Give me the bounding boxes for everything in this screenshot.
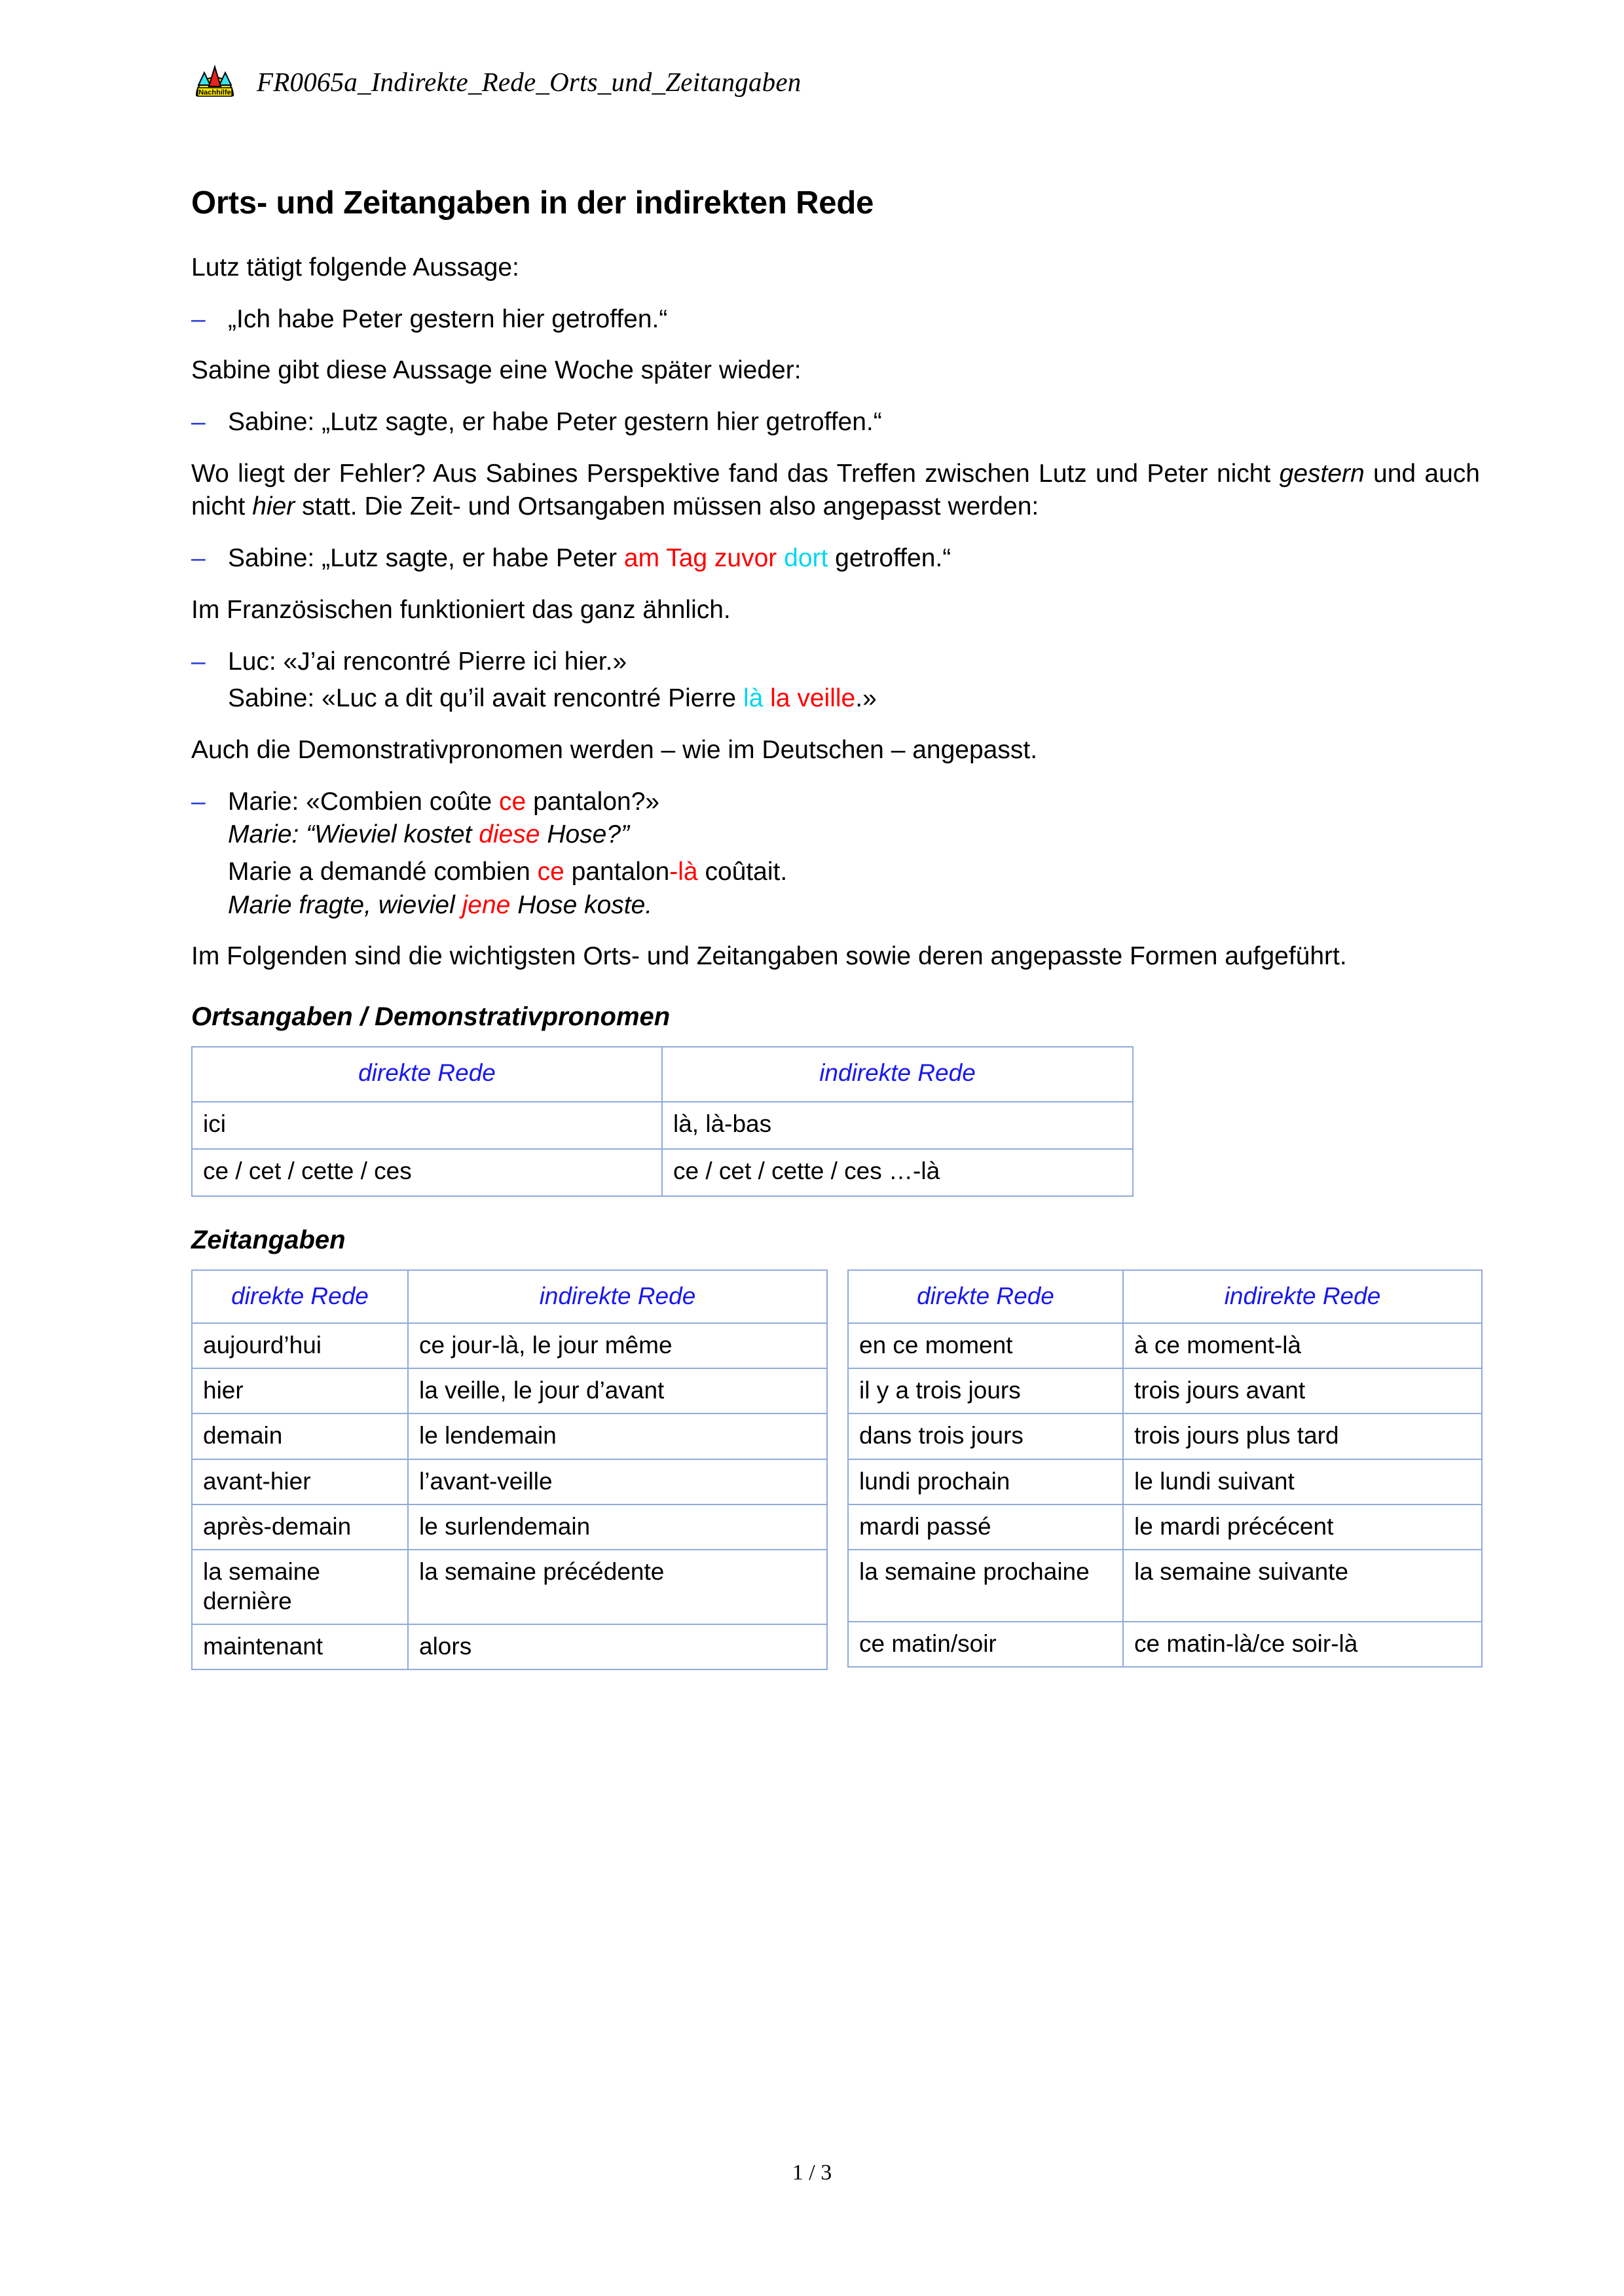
column-header-direkte-rede: direkte Rede (192, 1270, 408, 1323)
cell-indirekte: ce / cet / cette / ces …-là (662, 1149, 1133, 1196)
table-row (848, 1368, 1482, 1413)
table-row (192, 1102, 1133, 1149)
cell-indirekte: là, là-bas (662, 1102, 1133, 1149)
quote-bullet-sabine-wrong (191, 406, 1480, 439)
cell-indirekte: ce matin-là/ce soir-là (1123, 1622, 1482, 1667)
french-sabine-time: la veille (770, 684, 856, 713)
french-sabine-place: là (743, 684, 764, 713)
cell-direkte: en ce moment (848, 1323, 1123, 1368)
demonstrative-line-2 (228, 818, 1480, 852)
demo-line2-pronoun: diese (479, 820, 540, 849)
section-heading-ortsangaben: Ortsangaben / Demonstrativpronomen (191, 1002, 671, 1031)
french-example-texts (228, 646, 1480, 716)
cell-direkte: hier (192, 1368, 408, 1413)
document-header (191, 63, 801, 101)
cell-indirekte: la semaine précédente (408, 1550, 827, 1624)
demo-line3-prefix: Marie a demandé combien (228, 857, 538, 886)
table-zeitangaben-right (847, 1269, 1483, 1667)
cell-direkte: ce / cet / cette / ces (192, 1149, 662, 1196)
cell-direkte: avant-hier (192, 1459, 408, 1504)
table-header-row (192, 1047, 1133, 1102)
cell-direkte: lundi prochain (848, 1459, 1123, 1504)
cell-direkte: dans trois jours (848, 1413, 1123, 1459)
french-sabine-suffix: .» (855, 684, 877, 713)
cell-direkte: aujourd’hui (192, 1323, 408, 1368)
french-quote-luc: Luc: «J’ai rencontré Pierre ici hier.» (228, 647, 627, 676)
cell-indirekte: la veille, le jour d’avant (408, 1368, 827, 1413)
demonstrative-line-3 (228, 856, 1480, 889)
demo-line3-mid: pantalon (564, 857, 670, 886)
bullet-dash-icon: – (191, 787, 206, 816)
table-row (848, 1504, 1482, 1550)
table-row (192, 1368, 827, 1413)
demo-line1-suffix: pantalon?» (526, 787, 660, 816)
cell-indirekte: trois jours plus tard (1123, 1413, 1482, 1459)
cell-direkte: maintenant (192, 1624, 408, 1669)
column-header-direkte-rede: direkte Rede (848, 1270, 1123, 1323)
cell-direkte: ce matin/soir (848, 1622, 1123, 1667)
bullet-dash-icon: – (191, 304, 206, 333)
cell-indirekte: la semaine suivante (1123, 1550, 1482, 1622)
table-row (848, 1459, 1482, 1504)
demonstrative-line-1 (228, 786, 1480, 819)
column-header-indirekte-rede: indirekte Rede (1123, 1270, 1482, 1323)
demo-line4-prefix: Marie fragte, wieviel (228, 890, 462, 919)
space-separator (777, 544, 784, 572)
demo-line4-pronoun: jene (462, 890, 511, 919)
quote-text-lutz: „Ich habe Peter gestern hier getroffen.“ (228, 304, 668, 333)
cell-direkte: après-demain (192, 1504, 408, 1550)
explanation-part1: Wo liegt der Fehler? Aus Sabines Perspektive fand das Treffen zwischen Lutz und Peter nicht (191, 459, 1280, 488)
table-header-row (848, 1270, 1482, 1323)
demo-line2-prefix: Marie: “Wieviel kostet (228, 820, 479, 849)
demo-line1-pronoun: ce (499, 787, 526, 816)
corrected-suffix: getroffen.“ (828, 544, 951, 573)
section-heading-zeitangaben: Zeitangaben (191, 1226, 346, 1254)
table-row (192, 1624, 827, 1669)
table-row (192, 1459, 827, 1504)
explanation-paragraph (191, 458, 1480, 524)
corrected-time-phrase: am Tag zuvor (623, 544, 777, 573)
table-row (848, 1413, 1482, 1459)
demonstrative-lead-paragraph: Auch die Demonstrativpronomen werden – wie im Deutschen – angepasst. (191, 735, 1038, 764)
intro-paragraph-2: Sabine gibt diese Aussage eine Woche später wieder: (191, 356, 802, 385)
french-sabine-prefix: Sabine: «Luc a dit qu’il avait rencontré Pierre (228, 684, 743, 713)
emphasis-hier: hier (252, 492, 295, 521)
demonstrative-example-texts (228, 786, 1480, 922)
quote-text-sabine-wrong: Sabine: „Lutz sagte, er habe Peter gestern hier getroffen.“ (228, 408, 882, 437)
cell-indirekte: l’avant-veille (408, 1459, 827, 1504)
demo-line1-prefix: Marie: «Combien coûte (228, 787, 500, 816)
svg-text:Nachhilfe: Nachhilfe (198, 88, 231, 97)
cell-indirekte: alors (408, 1624, 827, 1669)
table-header-row (192, 1270, 827, 1323)
explanation-part2: und auch nicht (191, 459, 1480, 521)
column-header-direkte-rede: direkte Rede (192, 1047, 662, 1102)
corrected-prefix: Sabine: „Lutz sagte, er habe Peter (228, 544, 624, 573)
table-zeitangaben-left (191, 1269, 828, 1670)
nachhilfe-logo-icon (191, 63, 238, 101)
table-row (192, 1413, 827, 1459)
cell-direkte: la semaine dernière (192, 1550, 408, 1624)
demo-line3-pronoun: ce (537, 857, 564, 886)
french-lead-paragraph: Im Französischen funktioniert das ganz ähnlich. (191, 595, 731, 624)
page-number: 1 / 3 (792, 2160, 832, 2185)
table-row (848, 1323, 1482, 1368)
column-header-indirekte-rede: indirekte Rede (662, 1047, 1133, 1102)
bullet-dash-icon: – (191, 647, 206, 676)
demo-line3-suffix: coûtait. (697, 857, 788, 886)
cell-indirekte: à ce moment-là (1123, 1323, 1482, 1368)
space-separator (763, 684, 770, 712)
table-row (192, 1149, 1133, 1196)
table-row (192, 1550, 827, 1624)
cell-direkte: demain (192, 1413, 408, 1459)
cell-direkte: il y a trois jours (848, 1368, 1123, 1413)
cell-indirekte: ce jour-là, le jour même (408, 1323, 827, 1368)
table-row (848, 1550, 1482, 1622)
cell-indirekte: le lendemain (408, 1413, 827, 1459)
demonstrative-example-block (191, 786, 1480, 922)
page-footer (0, 2160, 1624, 2185)
bullet-dash-icon: – (191, 544, 206, 573)
cell-indirekte: le surlendemain (408, 1504, 827, 1550)
demo-line3-suffix-particle: -là (669, 857, 698, 886)
demo-line4-suffix: Hose koste. (510, 890, 653, 919)
corrected-place-phrase: dort (784, 544, 828, 573)
table-row (848, 1622, 1482, 1667)
french-example-block (191, 646, 1480, 716)
zeitangaben-tables-container (191, 1269, 1480, 1670)
table-row (192, 1504, 827, 1550)
table-ortsangaben (191, 1046, 1134, 1197)
outro-paragraph: Im Folgenden sind die wichtigsten Orts- und Zeitangaben sowie deren angepasste Formen aufgeführt. (191, 942, 1347, 971)
emphasis-gestern: gestern (1279, 459, 1365, 488)
demonstrative-line-4 (228, 889, 1480, 922)
french-quote-sabine (228, 682, 1480, 716)
cell-indirekte: le mardi précécent (1123, 1504, 1482, 1550)
table-row (192, 1323, 827, 1368)
header-document-code: FR0065a_Indirekte_Rede_Orts_und_Zeitangaben (257, 67, 802, 97)
bullet-dash-icon: – (191, 408, 206, 437)
intro-paragraph-1: Lutz tätigt folgende Aussage: (191, 253, 519, 282)
cell-indirekte: trois jours avant (1123, 1368, 1482, 1413)
quote-bullet-lutz (191, 303, 1480, 337)
explanation-part3: statt. Die Zeit- und Ortsangaben müssen also angepasst werden: (295, 492, 1039, 521)
document-content (191, 185, 1480, 1670)
cell-direkte: ici (192, 1102, 662, 1149)
quote-text-sabine-correct (228, 542, 1480, 575)
page-title: Orts- und Zeitangaben in der indirekten Rede (191, 185, 874, 221)
cell-direkte: mardi passé (848, 1504, 1123, 1550)
quote-bullet-sabine-correct (191, 542, 1480, 575)
cell-direkte: la semaine prochaine (848, 1550, 1123, 1622)
cell-indirekte: le lundi suivant (1123, 1459, 1482, 1504)
column-header-indirekte-rede: indirekte Rede (408, 1270, 827, 1323)
demo-line2-suffix: Hose?” (540, 820, 630, 849)
